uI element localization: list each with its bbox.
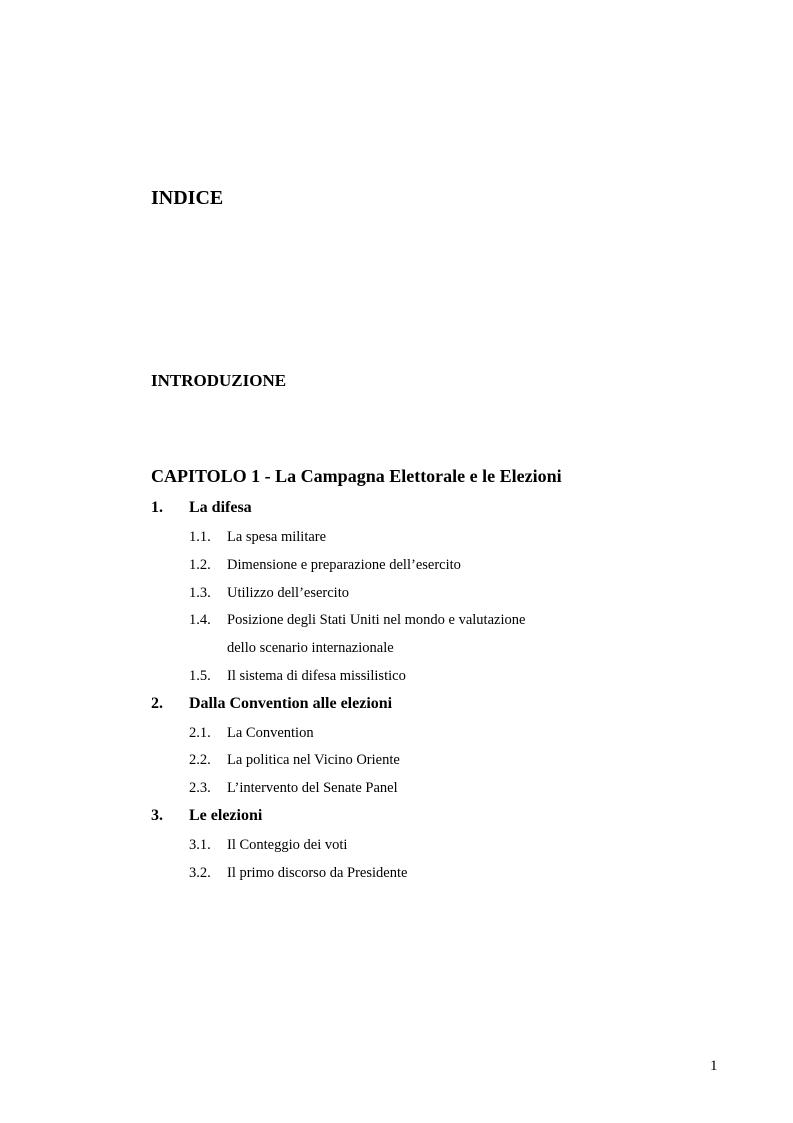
page-number: 1 — [710, 1058, 718, 1074]
subsection-number: 1.2. — [189, 557, 211, 573]
subsection-title: La Convention — [227, 725, 314, 741]
subsection-title: Utilizzo dell’esercito — [227, 585, 349, 601]
subsection-title-continuation: dello scenario internazionale — [227, 640, 394, 656]
subsection-title: L’intervento del Senate Panel — [227, 780, 398, 796]
subsection-number: 2.3. — [189, 780, 211, 796]
subsection-number: 2.2. — [189, 752, 211, 768]
chapter-heading: CAPITOLO 1 - La Campagna Elettorale e le Elezioni — [151, 466, 562, 486]
page-title: INDICE — [151, 187, 224, 209]
section-title: Dalla Convention alle elezioni — [189, 695, 393, 712]
subsection-number: 1.1. — [189, 529, 211, 545]
subsection-title: Il Conteggio dei voti — [227, 837, 348, 853]
section-number: 2. — [151, 695, 163, 712]
subsection-number: 1.3. — [189, 585, 211, 601]
subsection-title: Il sistema di difesa missilistico — [227, 668, 406, 684]
section-number: 3. — [151, 807, 163, 824]
subsection-number: 1.5. — [189, 668, 211, 684]
subsection-title: Posizione degli Stati Uniti nel mondo e valutazione — [227, 612, 526, 628]
subsection-title: Il primo discorso da Presidente — [227, 865, 408, 881]
section-number: 1. — [151, 499, 163, 516]
subsection-title: La politica nel Vicino Oriente — [227, 752, 400, 768]
subsection-number: 2.1. — [189, 725, 211, 741]
section-title: La difesa — [189, 499, 252, 516]
subsection-number: 3.1. — [189, 837, 211, 853]
subsection-number: 1.4. — [189, 612, 211, 628]
subsection-number: 3.2. — [189, 865, 211, 881]
introduction-heading: INTRODUZIONE — [151, 371, 287, 390]
section-title: Le elezioni — [189, 807, 263, 824]
subsection-title: La spesa militare — [227, 529, 327, 545]
subsection-title: Dimensione e preparazione dell’esercito — [227, 557, 461, 573]
